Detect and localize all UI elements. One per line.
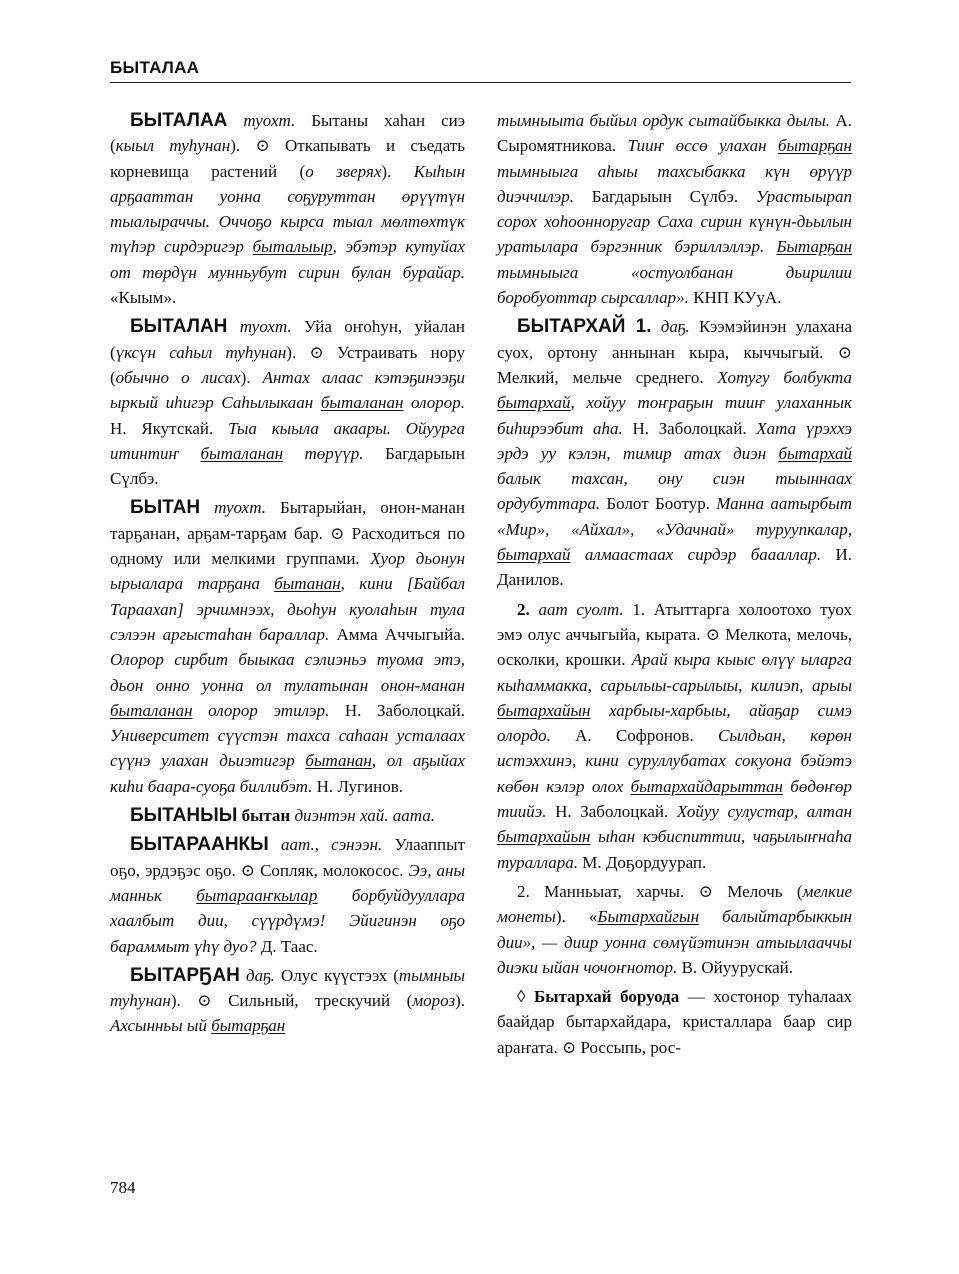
- headword: БЫТАЛАА: [130, 110, 228, 131]
- underlined-form: бытархай: [778, 443, 852, 463]
- underlined-form: быталыыр: [252, 237, 333, 257]
- entry-bytarkhai-1: БЫТАРХАЙ 1. даҕ. Кээмэйинэн улахана суох, ортону аннынан кыра, кыччыгый. ⊙ Мелкий, мельче среднего. Хотугу болбукта бытархай, хойуу тоҥраҕын тииҥ улаханнык биһирээбит аһа. Н. Заболоцкай. Хата үрэххэ эрдэ уу кэлэн, тимир атах диэн бытархай балык тахсан, ону сиэн тыыннаах ордубуттара. Болот Боотур. Манна аатырбыт «Мир», «Айхал», «Удачнай» туруупкалар, бытархай алмаастаах сирдэр баааллар. И. Данилов.: [497, 316, 852, 590]
- grammar-label: даҕ.: [246, 965, 275, 985]
- headword: БЫТАН: [130, 497, 201, 519]
- headword: БЫТАРААНКЫ: [130, 834, 269, 856]
- entry-bytaraanky: БЫТАРААНКЫ аат., сэнээн. Улааппыт оҕо, эрдэҕэс оҕо. ⊙ Сопляк, молокосос. Ээ, аны манньк бытарааҥкылар борбуйдууллара хаалбыт дии, сүүрдүмэ! Эйигинэн оҕо бараммыт үһү дуо? Д. Таас.: [110, 834, 466, 956]
- grammar-label: аат суолт.: [529, 599, 624, 619]
- underlined-form: бытарааҥкылар: [196, 885, 318, 905]
- entry-bytarkhai-sense-2: 2. аат суолт. 1. Атыттарга холоотохо туох эмэ олус аччыгыйа, кырата. ⊙ Мелкота, мелочь, осколки, крошки. Арай кыра кыыс өлүү ыларга кыһаммакка, сарылыы-сарылыы, килиэп, арыы бытархайын харбыы-харбыы, айаҕар симэ олордо. А. Софронов. Сылдьан, көрөн истэххинэ, кини суруллубатах сокуона бэйэтэ көбөн кэлэр олох бытархайдарыттан бөдөҥөр тиийэ. Н. Заболоцкай. Хойуу сулустар, алтан бытархайын ыһан кэбиспиттии, чаҕылыҥнаһа тураллара. М. Доҕордуурап.: [497, 599, 852, 872]
- headword: БЫТАРҔАН: [130, 964, 240, 986]
- sense-number: 2.: [517, 599, 530, 619]
- underlined-form: бытанан: [274, 574, 341, 594]
- underlined-form: бытарҕан: [211, 1016, 286, 1036]
- underlined-form: бытарҕан: [777, 136, 852, 156]
- left-column: [110, 108, 465, 1043]
- entry-bytargan: БЫТАРҔАН даҕ. Олус күүстээх (тымныы туһунан). ⊙ Сильный, трескучий (мороз). Ахсынньы ый бытарҕан: [110, 964, 465, 1036]
- underlined-form: бытархайын: [497, 827, 591, 847]
- grammar-label: даҕ.: [660, 317, 690, 337]
- phrase-headword: Бытархай боруода: [533, 987, 680, 1007]
- running-head: БЫТАЛАА: [110, 58, 851, 83]
- underlined-form: быталанан: [110, 700, 193, 720]
- headword: БЫТАЛАН: [130, 316, 228, 338]
- entry-bytan: БЫТАН туохт. Бытарыйан, онон-манан тарҕанан, арҕам-тарҕам бар. ⊙ Расходиться по одному или мелкими группами. Хуор дьонун ырыалара тарҕана бытанан, кини [Байбал Тараахап] эрчимнээх, дьоһун куолаһын тула сэлээн аргыстаһан бараллар. Амма Аччыгыйа. Олорор сирбит быыкаа сэлиэньэ туома этэ, дьон онно уонна ол тулатынан онон-манан быталанан олорор этилэр. Н. Заболоцкай. Университет сүүстэн тахса саһаан усталаах сүүнэ улахан дьиэтигэр бытанан, ол аҕыйах киһи баара-суоҕа биллибэт. Н. Лугинов.: [110, 497, 466, 796]
- underlined-form: Бытархайгын: [597, 907, 700, 927]
- headword: БЫТАНЫЫ: [130, 805, 238, 827]
- grammar-label: аат., сэнээн.: [280, 835, 383, 855]
- underlined-form: бытархайын: [497, 700, 591, 720]
- entry-bytanyy: БЫТАНЫЫ бытан диэнтэн хай. аата.: [130, 805, 435, 827]
- entry-bytarkhai-subsense-2: 2. Манньыат, харчы. ⊙ Мелочь (мелкие монеты). «Бытархайгын балыйтарбыккын дии», — диир уонна сөмүйэтинэн атыылааччы диэки ыйан чочоҥнотор. В. Ойуурускай.: [497, 881, 852, 977]
- page-number: 784: [110, 1178, 136, 1197]
- entry-phrase: ◊ Бытархай боруода — хостонор туһалаах баайдар бытархайдара, кристаллара баар сир араҥата. ⊙ Россыпь, рос-: [497, 987, 852, 1057]
- underlined-form: быталанан: [200, 443, 284, 463]
- entry-bytargan-continued: тымныыта быйыл ордук сытайбыкка дылы. А. Сыромятникова. Тииҥ өссө улахан бытарҕан тымныыга аһыы тахсыбакка күн өрүүр диэччилэр. Багдарыын Сүлбэ. Урастыырап сорох хоһоонноругар Саха сирин күнүн-дьылын уратылара бэргэнник бэриллэллэр. Бытарҕан тымныыга «остуолбанан дьирилии боробуоттар сырсаллар». КНП КУуА.: [497, 111, 852, 308]
- underlined-form: бытархайдарыттан: [630, 776, 783, 796]
- entry-bytalan: БЫТАЛАН туохт. Уйа оҥоһун, уйалан (үксүн саһыл туһунан). ⊙ Устраивать нору (обычно о лисах). Антах алаас кэтэҕинээҕи ыркый иһигэр Саһылыкаан быталанан олорор. Н. Якутскай. Тыа кыыла акаары. Ойуурга итинтиҥ быталанан төрүүр. Багдарыын Сүлбэ.: [110, 316, 466, 489]
- headword: БЫТАРХАЙ 1.: [517, 316, 652, 338]
- grammar-label: туохт.: [214, 498, 266, 518]
- entry-bytalaa: БЫТАЛАА туохт. Бытаны хаһан сиэ (кыыл туһунан). ⊙ Откапывать и съедать корневища растений (о зверях). Кыһын арҕааттан уонна соҕуруттан өрүүтүн тыалыраччы. Оччоҕо кырса тыал мөлтөхтүк түһэр сирдэригэр быталыыр, эбэтэр кутуйах от төрдүн мунньубут сирин булан бурайар. «Кыым».: [110, 110, 466, 308]
- underlined-form: быталанан: [320, 393, 404, 413]
- underlined-form: бытанан: [305, 751, 372, 771]
- underlined-form: бытархай: [497, 545, 571, 565]
- underlined-form: Бытарҕан: [776, 237, 852, 257]
- grammar-label: туохт.: [243, 111, 296, 130]
- right-column: [497, 108, 852, 1064]
- underlined-form: бытархай: [497, 393, 571, 413]
- grammar-label: туохт.: [239, 317, 292, 337]
